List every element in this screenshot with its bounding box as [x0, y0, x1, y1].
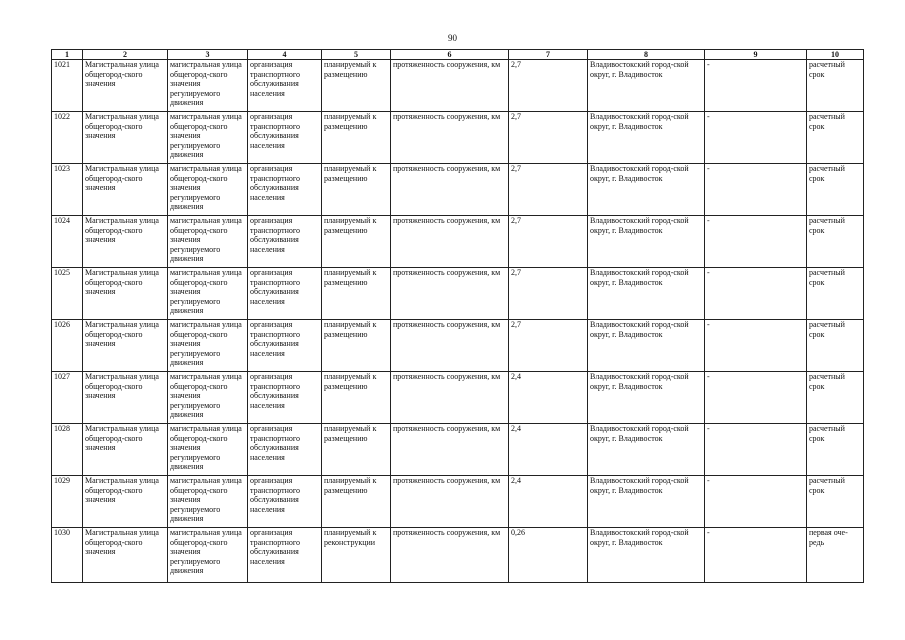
characteristic: протяженность сооружения, км	[391, 424, 509, 476]
table-row	[52, 424, 864, 476]
column-header: 10	[807, 50, 864, 60]
row-number: 1027	[52, 372, 83, 424]
characteristic: протяженность сооружения, км	[391, 164, 509, 216]
object-name: Магистральная улица общегород-ского значения	[83, 320, 168, 372]
column-header: 5	[322, 50, 391, 60]
value: 2,4	[509, 476, 588, 528]
location: Владивостокский город-ской округ, г. Владивосток	[588, 320, 705, 372]
term: расчетный срок	[807, 372, 864, 424]
characteristic: протяженность сооружения, км	[391, 112, 509, 164]
object-name: Магистральная улица общегород-ского значения	[83, 60, 168, 112]
status: планируемый к размещению	[322, 164, 391, 216]
status: планируемый к размещению	[322, 372, 391, 424]
table-row	[52, 372, 864, 424]
zone: -	[705, 320, 807, 372]
term: первая оче-редь	[807, 528, 864, 583]
characteristic: протяженность сооружения, км	[391, 60, 509, 112]
zone: -	[705, 112, 807, 164]
location: Владивостокский город-ской округ, г. Владивосток	[588, 476, 705, 528]
location: Владивостокский город-ской округ, г. Владивосток	[588, 528, 705, 583]
term: расчетный срок	[807, 320, 864, 372]
row-number: 1024	[52, 216, 83, 268]
value: 2,7	[509, 164, 588, 216]
purpose: организация транспортного обслуживания населения	[248, 476, 322, 528]
term: расчетный срок	[807, 476, 864, 528]
purpose: организация транспортного обслуживания населения	[248, 164, 322, 216]
column-header: 2	[83, 50, 168, 60]
term: расчетный срок	[807, 60, 864, 112]
characteristic: протяженность сооружения, км	[391, 320, 509, 372]
object-name: Магистральная улица общегород-ского значения	[83, 476, 168, 528]
column-header: 4	[248, 50, 322, 60]
row-number: 1021	[52, 60, 83, 112]
row-number: 1030	[52, 528, 83, 583]
object-name: Магистральная улица общегород-ского значения	[83, 216, 168, 268]
row-number: 1025	[52, 268, 83, 320]
status: планируемый к реконструкции	[322, 528, 391, 583]
status: планируемый к размещению	[322, 476, 391, 528]
characteristic: протяженность сооружения, км	[391, 268, 509, 320]
characteristic: протяженность сооружения, км	[391, 372, 509, 424]
status: планируемый к размещению	[322, 60, 391, 112]
value: 0,26	[509, 528, 588, 583]
row-number: 1026	[52, 320, 83, 372]
status: планируемый к размещению	[322, 216, 391, 268]
column-header: 3	[168, 50, 248, 60]
table-row	[52, 476, 864, 528]
object-name: Магистральная улица общегород-ского значения	[83, 164, 168, 216]
zone: -	[705, 164, 807, 216]
page-number: 90	[448, 33, 457, 43]
zone: -	[705, 268, 807, 320]
purpose: организация транспортного обслуживания населения	[248, 372, 322, 424]
object-type: магистральная улица общегород-ского значения регулируемого движения	[168, 268, 248, 320]
row-number: 1023	[52, 164, 83, 216]
column-header: 1	[52, 50, 83, 60]
object-name: Магистральная улица общегород-ского значения	[83, 424, 168, 476]
value: 2,7	[509, 112, 588, 164]
location: Владивостокский город-ской округ, г. Владивосток	[588, 112, 705, 164]
column-header: 8	[588, 50, 705, 60]
purpose: организация транспортного обслуживания населения	[248, 320, 322, 372]
value: 2,7	[509, 320, 588, 372]
row-number: 1029	[52, 476, 83, 528]
table-row	[52, 528, 864, 583]
value: 2,7	[509, 268, 588, 320]
object-type: магистральная улица общегород-ского значения регулируемого движения	[168, 112, 248, 164]
table-row	[52, 60, 864, 112]
object-type: магистральная улица общегород-ского значения регулируемого движения	[168, 164, 248, 216]
term: расчетный срок	[807, 164, 864, 216]
table-row	[52, 216, 864, 268]
object-name: Магистральная улица общегород-ского значения	[83, 112, 168, 164]
term: расчетный срок	[807, 216, 864, 268]
purpose: организация транспортного обслуживания населения	[248, 268, 322, 320]
zone: -	[705, 60, 807, 112]
characteristic: протяженность сооружения, км	[391, 476, 509, 528]
zone: -	[705, 476, 807, 528]
value: 2,7	[509, 216, 588, 268]
status: планируемый к размещению	[322, 320, 391, 372]
header-row	[52, 50, 864, 60]
location: Владивостокский город-ской округ, г. Владивосток	[588, 60, 705, 112]
object-name: Магистральная улица общегород-ского значения	[83, 268, 168, 320]
object-type: магистральная улица общегород-ского значения регулируемого движения	[168, 476, 248, 528]
object-type: магистральная улица общегород-ского значения регулируемого движения	[168, 216, 248, 268]
location: Владивостокский город-ской округ, г. Владивосток	[588, 372, 705, 424]
object-type: магистральная улица общегород-ского значения регулируемого движения	[168, 372, 248, 424]
table-row	[52, 164, 864, 216]
status: планируемый к размещению	[322, 112, 391, 164]
term: расчетный срок	[807, 424, 864, 476]
object-type: магистральная улица общегород-ского значения регулируемого движения	[168, 320, 248, 372]
location: Владивостокский город-ской округ, г. Владивосток	[588, 164, 705, 216]
zone: -	[705, 424, 807, 476]
zone: -	[705, 216, 807, 268]
status: планируемый к размещению	[322, 424, 391, 476]
purpose: организация транспортного обслуживания населения	[248, 424, 322, 476]
value: 2,7	[509, 60, 588, 112]
value: 2,4	[509, 424, 588, 476]
location: Владивостокский город-ской округ, г. Владивосток	[588, 268, 705, 320]
zone: -	[705, 372, 807, 424]
value: 2,4	[509, 372, 588, 424]
location: Владивостокский город-ской округ, г. Владивосток	[588, 424, 705, 476]
purpose: организация транспортного обслуживания населения	[248, 528, 322, 583]
table-row	[52, 112, 864, 164]
table-row	[52, 268, 864, 320]
register-table	[51, 49, 864, 583]
row-number: 1022	[52, 112, 83, 164]
row-number: 1028	[52, 424, 83, 476]
object-type: магистральная улица общегород-ского значения регулируемого движения	[168, 60, 248, 112]
status: планируемый к размещению	[322, 268, 391, 320]
purpose: организация транспортного обслуживания населения	[248, 112, 322, 164]
purpose: организация транспортного обслуживания населения	[248, 216, 322, 268]
term: расчетный срок	[807, 112, 864, 164]
object-type: магистральная улица общегород-ского значения регулируемого движения	[168, 528, 248, 583]
characteristic: протяженность сооружения, км	[391, 216, 509, 268]
characteristic: протяженность сооружения, км	[391, 528, 509, 583]
zone: -	[705, 528, 807, 583]
location: Владивостокский город-ской округ, г. Владивосток	[588, 216, 705, 268]
table-row	[52, 320, 864, 372]
column-header: 6	[391, 50, 509, 60]
object-name: Магистральная улица общегород-ского значения	[83, 372, 168, 424]
term: расчетный срок	[807, 268, 864, 320]
object-type: магистральная улица общегород-ского значения регулируемого движения	[168, 424, 248, 476]
column-header: 7	[509, 50, 588, 60]
purpose: организация транспортного обслуживания населения	[248, 60, 322, 112]
object-name: Магистральная улица общегород-ского значения	[83, 528, 168, 583]
column-header: 9	[705, 50, 807, 60]
